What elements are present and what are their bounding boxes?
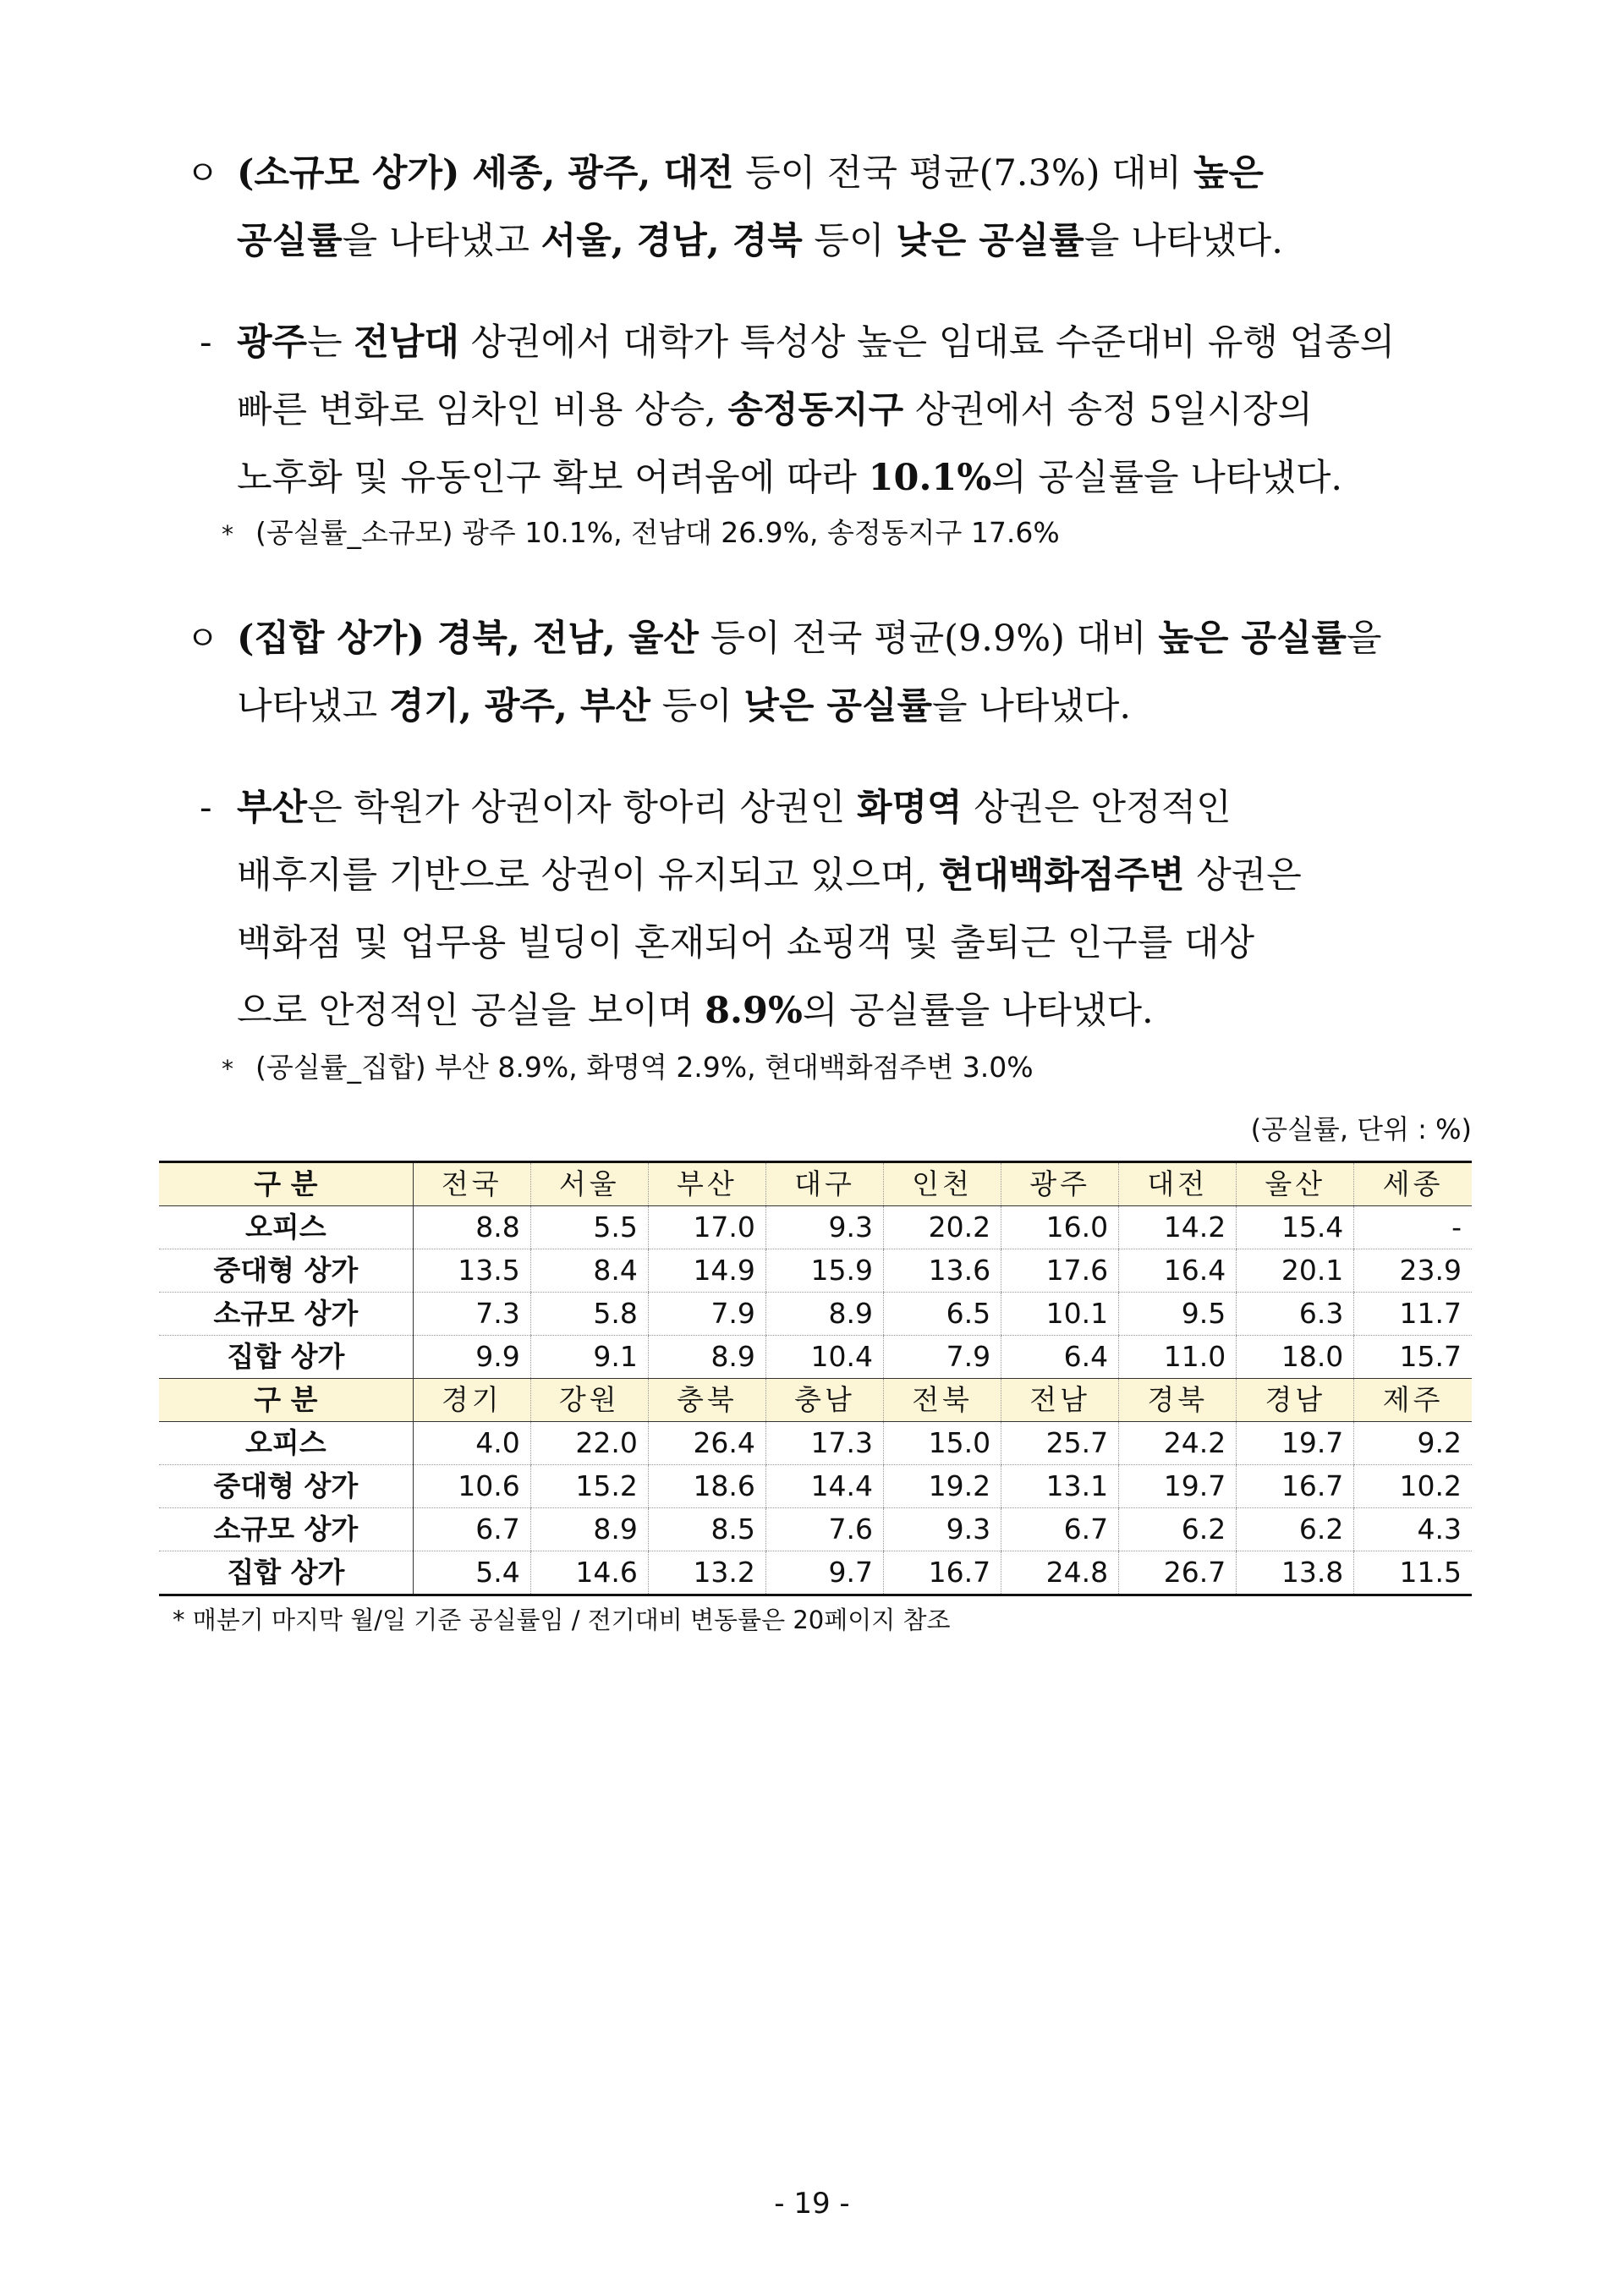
- s2-d1-d: 상권은 안정적인: [962, 787, 1232, 829]
- value-cell: 8.9: [765, 1293, 883, 1336]
- s2-l2-e: 을 나타냈다.: [932, 685, 1132, 727]
- value-cell: 6.3: [1237, 1293, 1354, 1336]
- header-region-cell: 대전: [1119, 1162, 1237, 1206]
- value-cell: -: [1354, 1206, 1472, 1249]
- value-cell: 18.6: [648, 1465, 765, 1508]
- value-cell: 11.7: [1354, 1293, 1472, 1336]
- value-cell: 15.4: [1237, 1206, 1354, 1249]
- value-cell: 8.5: [648, 1508, 765, 1551]
- s2-l1-a: (집합 상가) 경북, 전남, 울산: [237, 618, 699, 660]
- s1-l2-e: 낮은 공실률: [896, 220, 1084, 262]
- value-cell: 14.6: [530, 1551, 648, 1595]
- header-region-cell: 경기: [413, 1379, 530, 1422]
- value-cell: 25.7: [1001, 1422, 1119, 1465]
- s2-l2-c: 등이: [650, 685, 744, 727]
- section2-line2: [237, 677, 1522, 736]
- value-cell: 8.4: [530, 1249, 648, 1293]
- header-region-cell: 강원: [530, 1379, 648, 1422]
- value-cell: 13.1: [1001, 1465, 1119, 1508]
- value-cell: 8.8: [413, 1206, 530, 1249]
- value-cell: 19.7: [1119, 1465, 1237, 1508]
- s1-l2-a: 공실률: [237, 220, 343, 262]
- section1-detail-line1: [200, 313, 1485, 372]
- value-cell: 6.2: [1237, 1508, 1354, 1551]
- s1-d2-a: 빠른 변화로 임차인 비용 상승,: [237, 389, 728, 431]
- value-cell: 13.2: [648, 1551, 765, 1595]
- table-row: [159, 1422, 1472, 1465]
- row-label-cell: 소규모 상가: [159, 1293, 413, 1336]
- section1-line1: [186, 144, 1472, 203]
- vacancy-table: [159, 1161, 1472, 1596]
- header-region-cell: 대구: [765, 1162, 883, 1206]
- value-cell: 5.8: [530, 1293, 648, 1336]
- s2-l2-b: 경기, 광주, 부산: [388, 685, 650, 727]
- s2-d4-a: 으로 안정적인 공실을 보이며: [237, 990, 705, 1032]
- value-cell: 16.4: [1119, 1249, 1237, 1293]
- value-cell: 6.7: [413, 1508, 530, 1551]
- section2-note: [222, 1046, 1034, 1090]
- value-cell: 4.0: [413, 1422, 530, 1465]
- value-cell: 13.5: [413, 1249, 530, 1293]
- value-cell: 15.7: [1354, 1336, 1472, 1379]
- section2-detail-line4: [237, 981, 1522, 1040]
- header-region-cell: 전북: [884, 1379, 1001, 1422]
- value-cell: 16.7: [884, 1551, 1001, 1595]
- s2-d2-a: 배후지를 기반으로 상권이 유지되고 있으며,: [237, 854, 939, 897]
- s1-d3-c: 의 공실률을 나타냈다.: [991, 457, 1343, 499]
- s2-d1-c: 화명역: [856, 787, 963, 829]
- value-cell: 20.1: [1237, 1249, 1354, 1293]
- value-cell: 8.9: [530, 1508, 648, 1551]
- row-label-cell: 집합 상가: [159, 1336, 413, 1379]
- section2-line1: [186, 609, 1472, 668]
- value-cell: 24.8: [1001, 1551, 1119, 1595]
- header-region-cell: 광주: [1001, 1162, 1119, 1206]
- row-label-cell: 오피스: [159, 1206, 413, 1249]
- value-cell: 7.6: [765, 1508, 883, 1551]
- s2-l1-b: 등이 전국 평균(9.9%) 대비: [698, 618, 1159, 660]
- value-cell: 6.2: [1119, 1508, 1237, 1551]
- value-cell: 7.9: [648, 1293, 765, 1336]
- s2-d1-a: 부산: [237, 787, 308, 829]
- s1-d3-b: 10.1%: [868, 457, 992, 499]
- value-cell: 23.9: [1354, 1249, 1472, 1293]
- value-cell: 13.8: [1237, 1551, 1354, 1595]
- value-cell: 10.1: [1001, 1293, 1119, 1336]
- row-label-cell: 중대형 상가: [159, 1249, 413, 1293]
- value-cell: 15.0: [884, 1422, 1001, 1465]
- section2-detail-line2: [237, 846, 1522, 905]
- value-cell: 7.3: [413, 1293, 530, 1336]
- value-cell: 19.2: [884, 1465, 1001, 1508]
- header-region-cell: 전국: [413, 1162, 530, 1206]
- value-cell: 19.7: [1237, 1422, 1354, 1465]
- value-cell: 4.3: [1354, 1508, 1472, 1551]
- header-region-cell: 서울: [530, 1162, 648, 1206]
- s1-d1-c: 전남대: [354, 321, 459, 364]
- header-label-cell: 구 분: [159, 1379, 413, 1422]
- value-cell: 9.3: [765, 1206, 883, 1249]
- value-cell: 5.5: [530, 1206, 648, 1249]
- s1-l2-c: 서울, 경남, 경북: [540, 220, 803, 262]
- value-cell: 7.9: [884, 1336, 1001, 1379]
- section2-detail-line1: [200, 778, 1485, 837]
- s2-d1-b: 은 학원가 상권이자 항아리 상권인: [307, 787, 857, 829]
- unit-label: (공실률, 단위 : %): [1250, 1113, 1472, 1145]
- value-cell: 9.1: [530, 1336, 648, 1379]
- value-cell: 17.6: [1001, 1249, 1119, 1293]
- section1-detail-line2: [237, 381, 1522, 440]
- table-header-row: [159, 1379, 1472, 1422]
- s2-d4-b: 8.9%: [705, 990, 803, 1032]
- s1-d1-d: 상권에서 대학가 특성상 높은 임대료 수준대비 유행 업종의: [458, 321, 1396, 364]
- s1-l2-b: 을 나타냈고: [342, 220, 541, 262]
- s2-l2-d: 낮은 공실률: [743, 685, 933, 727]
- value-cell: 14.2: [1119, 1206, 1237, 1249]
- value-cell: 16.7: [1237, 1465, 1354, 1508]
- s1-d1-b: 는: [307, 321, 354, 364]
- header-region-cell: 인천: [884, 1162, 1001, 1206]
- s1-d2-b: 송정동지구: [727, 389, 904, 431]
- s1-l1-b: 등이 전국 평균(7.3%) 대비: [733, 152, 1193, 195]
- section1-note: [222, 512, 1060, 556]
- value-cell: 6.5: [884, 1293, 1001, 1336]
- section2-detail-line3: [237, 914, 1522, 973]
- value-cell: 8.9: [648, 1336, 765, 1379]
- s1-d1-a: 광주: [237, 321, 308, 364]
- header-region-cell: 부산: [648, 1162, 765, 1206]
- value-cell: 9.2: [1354, 1422, 1472, 1465]
- value-cell: 13.6: [884, 1249, 1001, 1293]
- s2-note-text: (공실률_집합) 부산 8.9%, 화명역 2.9%, 현대백화점주변 3.0%: [255, 1051, 1034, 1084]
- value-cell: 10.4: [765, 1336, 883, 1379]
- value-cell: 18.0: [1237, 1336, 1354, 1379]
- s2-d4-c: 의 공실률을 나타냈다.: [802, 990, 1154, 1032]
- table-header-row: [159, 1162, 1472, 1206]
- s2-d2-c: 상권은: [1184, 854, 1302, 897]
- s2-d2-b: 현대백화점주변: [938, 854, 1185, 897]
- value-cell: 9.3: [884, 1508, 1001, 1551]
- header-region-cell: 전남: [1001, 1379, 1119, 1422]
- asterisk-icon: *: [222, 1055, 233, 1083]
- value-cell: 16.0: [1001, 1206, 1119, 1249]
- table-row: [159, 1551, 1472, 1595]
- table-row: [159, 1206, 1472, 1249]
- value-cell: 6.7: [1001, 1508, 1119, 1551]
- value-cell: 14.9: [648, 1249, 765, 1293]
- page-number: - 19 -: [774, 2187, 850, 2221]
- table-row: [159, 1336, 1472, 1379]
- value-cell: 26.7: [1119, 1551, 1237, 1595]
- table-row: [159, 1293, 1472, 1336]
- value-cell: 11.0: [1119, 1336, 1237, 1379]
- value-cell: 11.5: [1354, 1551, 1472, 1595]
- value-cell: 6.4: [1001, 1336, 1119, 1379]
- s1-l2-d: 등이: [802, 220, 897, 262]
- s1-note-text: (공실률_소규모) 광주 10.1%, 전남대 26.9%, 송정동지구 17.6%: [255, 516, 1060, 549]
- s2-l2-a: 나타냈고: [237, 685, 389, 727]
- s2-l1-c: 높은 공실률: [1158, 618, 1347, 660]
- header-region-cell: 경북: [1119, 1379, 1237, 1422]
- value-cell: 24.2: [1119, 1422, 1237, 1465]
- header-region-cell: 제주: [1354, 1379, 1472, 1422]
- value-cell: 10.2: [1354, 1465, 1472, 1508]
- value-cell: 17.3: [765, 1422, 883, 1465]
- value-cell: 15.2: [530, 1465, 648, 1508]
- table-row: [159, 1249, 1472, 1293]
- dash-bullet: -: [200, 321, 212, 364]
- value-cell: 20.2: [884, 1206, 1001, 1249]
- header-label-cell: 구 분: [159, 1162, 413, 1206]
- value-cell: 10.6: [413, 1465, 530, 1508]
- value-cell: 26.4: [648, 1422, 765, 1465]
- s1-l2-f: 을 나타냈다.: [1084, 220, 1283, 262]
- s2-d3-a: 백화점 및 업무용 빌딩이 혼재되어 쇼핑객 및 출퇴근 인구를 대상: [237, 922, 1255, 964]
- value-cell: 14.4: [765, 1465, 883, 1508]
- section1-detail-line3: [237, 448, 1522, 508]
- value-cell: 15.9: [765, 1249, 883, 1293]
- row-label-cell: 소규모 상가: [159, 1508, 413, 1551]
- s2-l1-d: 을: [1347, 618, 1382, 660]
- circle-bullet-icon: ㅇ: [186, 154, 219, 193]
- header-region-cell: 충남: [765, 1379, 883, 1422]
- header-region-cell: 충북: [648, 1379, 765, 1422]
- row-label-cell: 오피스: [159, 1422, 413, 1465]
- row-label-cell: 중대형 상가: [159, 1465, 413, 1508]
- s1-d2-c: 상권에서 송정 5일시장의: [903, 389, 1313, 431]
- table-row: [159, 1508, 1472, 1551]
- s1-l1-a: (소규모 상가) 세종, 광주, 대전: [237, 152, 734, 195]
- footnote: * 매분기 마지막 월/일 기준 공실률임 / 전기대비 변동률은 20페이지 참조: [173, 1606, 951, 1634]
- section1-line2: [237, 211, 1522, 271]
- table-row: [159, 1465, 1472, 1508]
- value-cell: 5.4: [413, 1551, 530, 1595]
- s1-l1-c: 높은: [1193, 152, 1264, 195]
- value-cell: 9.7: [765, 1551, 883, 1595]
- circle-bullet-icon: ㅇ: [186, 619, 219, 658]
- header-region-cell: 울산: [1237, 1162, 1354, 1206]
- header-region-cell: 세종: [1354, 1162, 1472, 1206]
- value-cell: 9.5: [1119, 1293, 1237, 1336]
- row-label-cell: 집합 상가: [159, 1551, 413, 1595]
- dash-bullet: -: [200, 787, 212, 829]
- value-cell: 22.0: [530, 1422, 648, 1465]
- value-cell: 9.9: [413, 1336, 530, 1379]
- asterisk-icon: *: [222, 520, 233, 548]
- value-cell: 17.0: [648, 1206, 765, 1249]
- s1-d3-a: 노후화 및 유동인구 확보 어려움에 따라: [237, 457, 869, 499]
- header-region-cell: 경남: [1237, 1379, 1354, 1422]
